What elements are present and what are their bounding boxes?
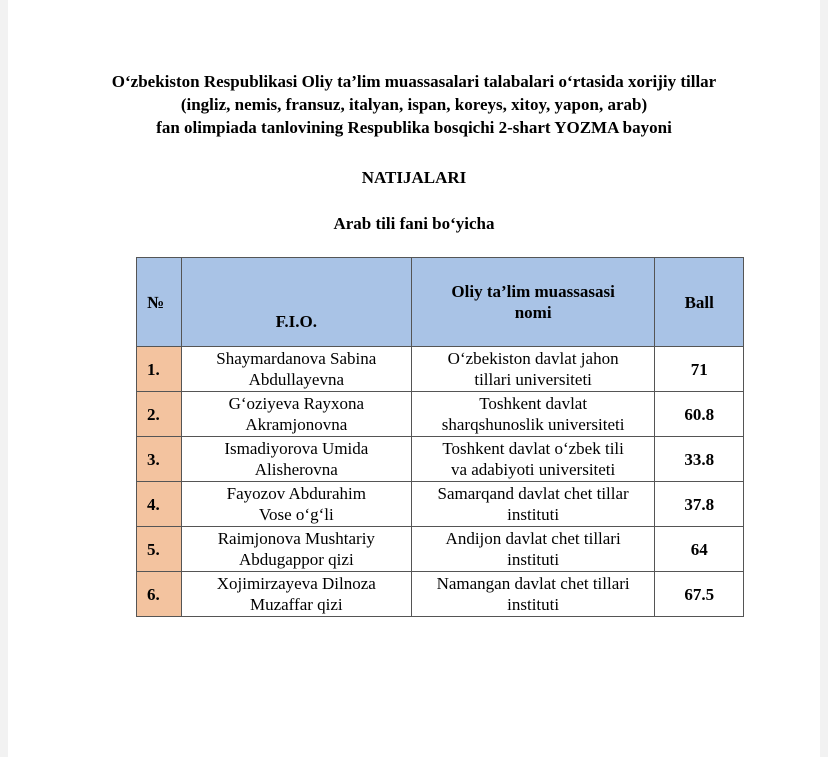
student-name-line1: Shaymardanova Sabina — [216, 349, 377, 368]
column-header-fio: F.I.O. — [181, 258, 411, 347]
student-name — [181, 347, 411, 392]
row-number: 6. — [137, 572, 182, 617]
column-header-institution — [411, 258, 655, 347]
institution-name — [411, 392, 655, 437]
row-number: 2. — [137, 392, 182, 437]
score-value: 64 — [655, 527, 744, 572]
student-name-line2: Akramjonovna — [245, 415, 348, 434]
row-number: 3. — [137, 437, 182, 482]
student-name-line1: Raimjonova Mushtariy — [217, 529, 375, 548]
student-name-line2: Alisherovna — [254, 460, 338, 479]
student-name — [181, 392, 411, 437]
institution-name-line2: tillari universiteti — [474, 370, 592, 389]
student-name-line1: Xojimirzayeva Dilnoza — [216, 574, 376, 593]
results-table — [136, 257, 744, 617]
score-value: 33.8 — [655, 437, 744, 482]
institution-name — [411, 437, 655, 482]
score-value: 67.5 — [655, 572, 744, 617]
institution-name-line1: Namangan davlat chet tillari — [436, 574, 630, 593]
row-number: 4. — [137, 482, 182, 527]
row-number: 1. — [137, 347, 182, 392]
institution-name-line1: Samarqand davlat chet tillar — [437, 484, 629, 503]
institution-name — [411, 347, 655, 392]
institution-name-line1: Toshkent davlat o‘zbek tili — [442, 439, 624, 458]
table-row — [137, 437, 744, 482]
student-name-line2: Abdullayevna — [248, 370, 344, 389]
student-name — [181, 437, 411, 482]
student-name-line2: Abdugappor qizi — [238, 550, 354, 569]
column-header-number: № — [137, 258, 182, 347]
document-page — [8, 0, 820, 757]
table-row — [137, 347, 744, 392]
institution-name-line2: instituti — [507, 505, 560, 524]
table-header-row — [137, 258, 744, 347]
column-header-institution-line2: nomi — [514, 303, 552, 322]
table-row — [137, 392, 744, 437]
institution-name-line1: Toshkent davlat — [479, 394, 588, 413]
heading-line-3: fan olimpiada tanlovining Respublika bosqichi 2-shart YOZMA bayoni — [156, 118, 672, 137]
institution-name-line1: O‘zbekiston davlat jahon — [447, 349, 619, 368]
table-row — [137, 527, 744, 572]
row-number: 5. — [137, 527, 182, 572]
subject-title: Arab tili fani bo‘yicha — [333, 214, 495, 233]
institution-name — [411, 482, 655, 527]
heading-line-1: O‘zbekiston Respublikasi Oliy ta’lim muassasalari talabalari o‘rtasida xorijiy tillar — [111, 72, 717, 91]
institution-name — [411, 572, 655, 617]
institution-name-line2: instituti — [507, 595, 560, 614]
table-row — [137, 572, 744, 617]
student-name-line2: Vose o‘g‘li — [258, 505, 334, 524]
column-header-ball: Ball — [655, 258, 744, 347]
student-name-line1: Ismadiyorova Umida — [224, 439, 369, 458]
institution-name-line1: Andijon davlat chet tillari — [445, 529, 621, 548]
heading-line-2: (ingliz, nemis, fransuz, italyan, ispan, koreys, xitoy, yapon, arab) — [180, 95, 648, 114]
column-header-institution-line1: Oliy ta’lim muassasasi — [451, 282, 615, 301]
student-name-line1: Fayozov Abdurahim — [226, 484, 366, 503]
document-heading — [8, 70, 820, 139]
score-value: 71 — [655, 347, 744, 392]
student-name — [181, 527, 411, 572]
institution-name-line2: sharqshunoslik universiteti — [441, 415, 625, 434]
student-name — [181, 572, 411, 617]
student-name-line2: Muzaffar qizi — [249, 595, 343, 614]
score-value: 37.8 — [655, 482, 744, 527]
student-name — [181, 482, 411, 527]
score-value: 60.8 — [655, 392, 744, 437]
institution-name-line2: va adabiyoti universiteti — [450, 460, 616, 479]
institution-name — [411, 527, 655, 572]
table-row — [137, 482, 744, 527]
institution-name-line2: instituti — [507, 550, 560, 569]
student-name-line1: G‘oziyeva Rayxona — [228, 394, 365, 413]
results-title: NATIJALARI — [361, 168, 467, 187]
